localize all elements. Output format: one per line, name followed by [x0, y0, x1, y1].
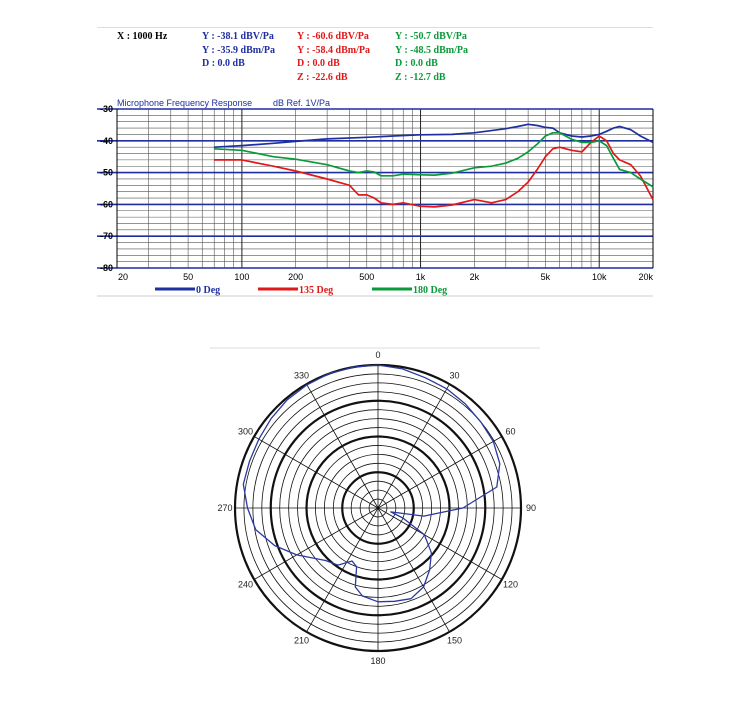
polar-spoke	[378, 437, 502, 509]
legend-label: 135 Deg	[299, 285, 334, 296]
readout-blue-dbm: Y : -35.9 dBm/Pa	[202, 45, 275, 56]
polar-angle-label: 270	[217, 503, 233, 513]
x-tick-label: 500	[359, 272, 375, 282]
polar-ring	[271, 401, 486, 616]
chart-legend	[155, 285, 447, 296]
polar-ring	[315, 445, 440, 570]
polar-ring	[307, 437, 450, 580]
polar-angle-label: 90	[525, 503, 537, 513]
x-tick-label: 50	[183, 272, 194, 282]
polar-ring	[235, 365, 521, 651]
y-tick-label: -80	[99, 263, 113, 273]
polar-spoke	[378, 384, 450, 508]
readout-red-d: D : 0.0 dB	[297, 58, 340, 69]
polar-ring	[333, 463, 422, 552]
polar-ring	[298, 428, 459, 589]
chart-title: Microphone Frequency Response	[117, 98, 253, 108]
polar-angle-label: 330	[293, 370, 310, 381]
y-tick-label: -70	[99, 231, 113, 242]
polar-ring	[253, 383, 503, 633]
polar-ring	[342, 472, 414, 544]
polar-spoke	[307, 384, 379, 508]
polar-angle-label: 60	[505, 426, 516, 437]
polar-ring	[360, 490, 396, 526]
frequency-response-chart	[0, 0, 750, 310]
polar-angle-labels	[217, 350, 536, 666]
legend-label: 180 Deg	[413, 285, 448, 296]
polar-spoke	[254, 437, 378, 509]
polar-ring	[351, 481, 405, 535]
x-tick-label: 2k	[469, 272, 480, 282]
y-tick-label: -50	[99, 167, 113, 178]
polar-ring	[244, 374, 512, 642]
chart-ylabel: dB Ref. 1V/Pa	[273, 98, 331, 108]
readout-green-z: Z : -12.7 dB	[395, 72, 446, 83]
polar-ring	[369, 499, 387, 517]
polar-grid	[235, 365, 521, 651]
polar-series-line-0	[243, 365, 500, 602]
polar-spoke	[307, 508, 379, 632]
polar-angle-label: 150	[446, 635, 463, 646]
polar-ring	[289, 419, 468, 598]
readout-red-z: Z : -22.6 dB	[297, 72, 348, 83]
polar-angle-label: 180	[370, 656, 386, 666]
y-tick-label: -40	[99, 135, 113, 146]
polar-ring	[262, 392, 494, 624]
polar-ring	[324, 454, 431, 561]
polar-angle-label: 210	[293, 635, 310, 646]
x-tick-label: 1k	[415, 272, 426, 282]
polar-spoke	[378, 508, 450, 632]
x-tick-label: 10k	[591, 272, 607, 282]
readout-blue-d: D : 0.0 dB	[202, 58, 245, 69]
readout-red-dbv: Y : -60.6 dBV/Pa	[297, 31, 369, 42]
readout-blue-dbv: Y : -38.1 dBV/Pa	[202, 31, 274, 42]
readout-frequency: X : 1000 Hz	[117, 31, 168, 42]
plot-area	[117, 109, 653, 268]
y-tick-label: -30	[99, 104, 113, 114]
x-tick-label: 200	[288, 272, 304, 282]
polar-angle-label: 240	[237, 579, 254, 590]
polar-angle-label: 120	[502, 579, 519, 590]
x-tick-label: 5k	[540, 272, 551, 282]
readout-green-dbv: Y : -50.7 dBV/Pa	[395, 31, 467, 42]
legend-label: 0 Deg	[196, 285, 221, 296]
polar-angle-label: 30	[449, 370, 460, 381]
x-tick-label: 100	[234, 272, 250, 282]
polar-spoke	[378, 508, 502, 580]
x-tick-label: 20	[118, 272, 129, 282]
polar-ring	[280, 410, 477, 607]
readout-green-d: D : 0.0 dB	[395, 58, 438, 69]
polar-series	[243, 365, 500, 602]
polar-spoke	[254, 508, 378, 580]
readout-green-dbm: Y : -48.5 dBm/Pa	[395, 45, 468, 56]
readout-red-dbm: Y : -58.4 dBm/Pa	[297, 45, 370, 56]
polar-angle-label: 300	[237, 426, 254, 437]
y-tick-label: -60	[99, 199, 113, 210]
polar-angle-label: 0	[375, 350, 381, 360]
x-tick-label: 20k	[638, 272, 653, 282]
chart-grid	[97, 109, 653, 268]
